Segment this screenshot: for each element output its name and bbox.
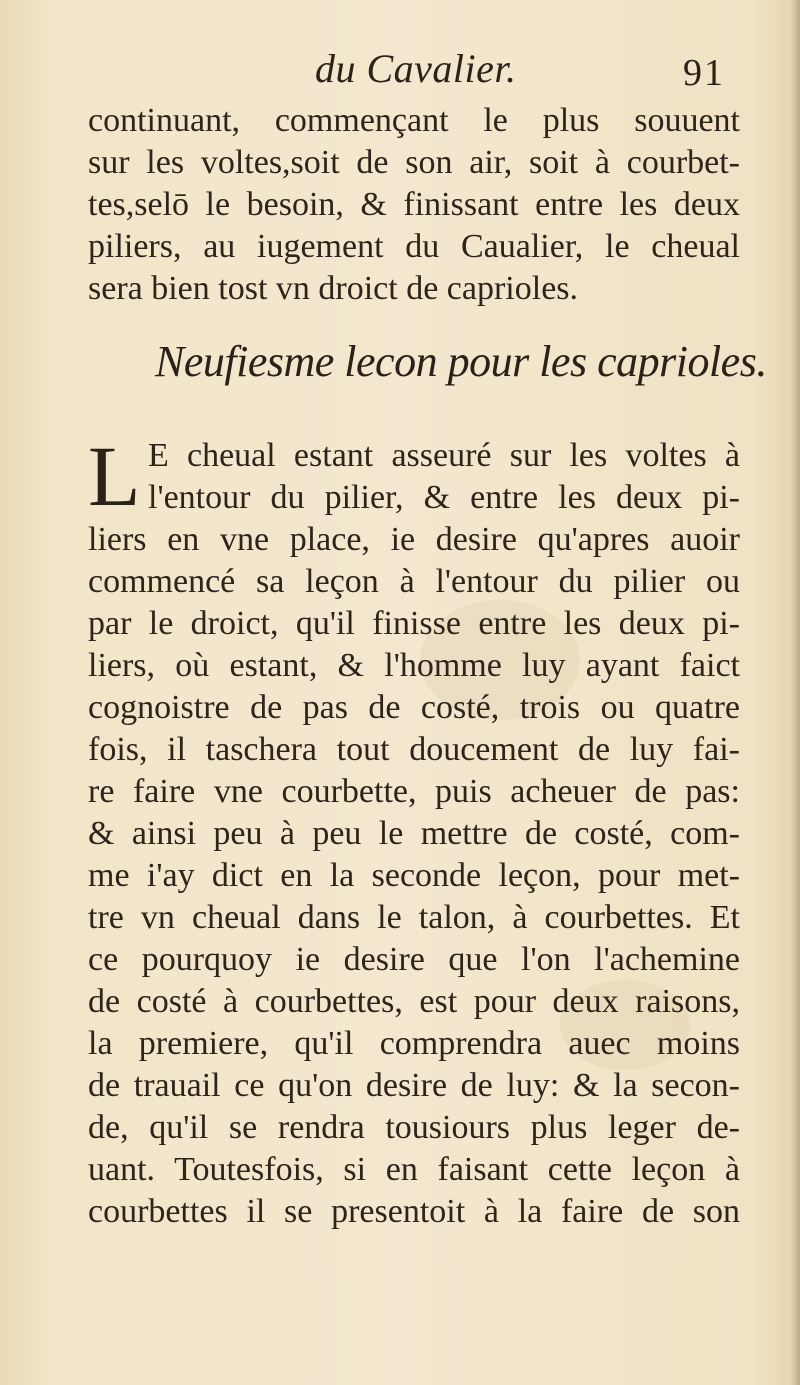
running-head <box>0 45 800 95</box>
text-line: la premiere, qu'il comprendra auec moins <box>88 1025 740 1062</box>
drop-cap: L <box>88 428 141 524</box>
text-line: & ainsi peu à peu le mettre de costé, com- <box>88 815 740 852</box>
text-line: tes,selō le besoin, & finissant entre les deux <box>88 186 740 223</box>
text-line: sera bien tost vn droict de caprioles. <box>88 270 579 307</box>
text-line: l'entour du pilier, & entre les deux pi- <box>148 479 740 516</box>
main-paragraph <box>88 519 740 1233</box>
text-line: ce pourquoy ie desire que l'on l'achemine <box>88 941 740 978</box>
text-line: par le droict, qu'il finisse entre les deux pi- <box>88 605 740 642</box>
text-line: re faire vne courbette, puis acheuer de pas: <box>88 773 740 810</box>
text-line: commencé sa leçon à l'entour du pilier ou <box>88 563 740 600</box>
text-line: de, qu'il se rendra tousiours plus leger de- <box>88 1109 740 1146</box>
page-number: 91 <box>683 52 725 94</box>
main-paragraph-indented <box>148 435 740 519</box>
text-line: E cheual estant asseuré sur les voltes à <box>148 437 740 474</box>
top-paragraph <box>88 100 740 310</box>
text-line: sur les voltes,soit de son air, soit à courbet- <box>88 144 740 181</box>
text-line: tre vn cheual dans le talon, à courbettes. Et <box>88 899 740 936</box>
text-line: piliers, au iugement du Caualier, le cheual <box>88 228 740 265</box>
text-line: de costé à courbettes, est pour deux raisons, <box>88 983 740 1020</box>
text-line: continuant, commençant le plus souuent <box>88 102 740 139</box>
running-title: du Cavalier. <box>315 46 517 91</box>
section-heading: Neufiesme lecon pour les caprioles. <box>155 337 767 386</box>
text-line: courbettes il se presentoit à la faire de son <box>88 1193 740 1230</box>
text-line: liers, où estant, & l'homme luy ayant faict <box>88 647 740 684</box>
text-line: uant. Toutesfois, si en faisant cette leçon à <box>88 1151 740 1188</box>
text-line: liers en vne place, ie desire qu'apres auoir <box>88 521 740 558</box>
text-line: fois, il taschera tout doucement de luy fai- <box>88 731 740 768</box>
text-line: de trauail ce qu'on desire de luy: & la secon- <box>88 1067 740 1104</box>
text-line: me i'ay dict en la seconde leçon, pour met- <box>88 857 740 894</box>
text-line: cognoistre de pas de costé, trois ou quatre <box>88 689 740 726</box>
